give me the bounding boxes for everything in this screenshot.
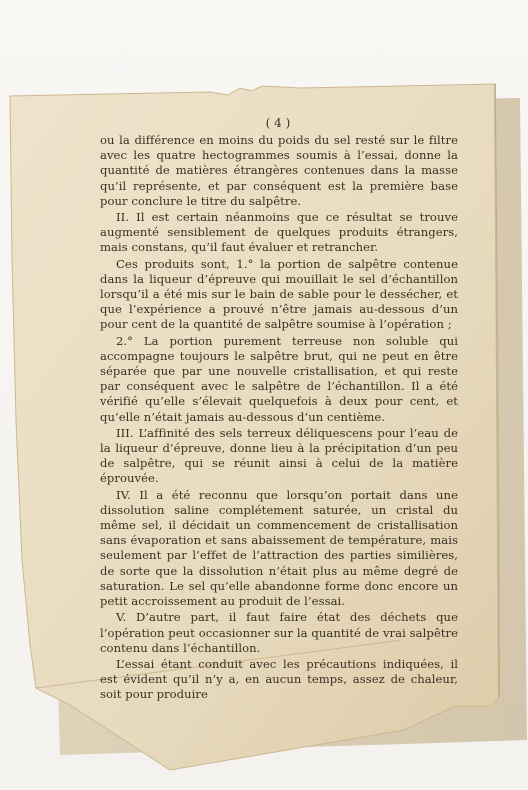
paragraph: III. L’affinité des sels terreux déliquescens pour l’eau de la liqueur d’épreuve, donne lieu à la précipitation d’un peu de salpêtre, qui se réunit ainsi à celui de la matière éprouvée.: [100, 425, 458, 486]
paragraph: IV. Il a été reconnu que lorsqu’on portait dans une dissolution saline complétement saturée, un cristal du même sel, il décidait un commencement de cristallisation sans évaporation et sans abaissement de température, mais seulement par l’effet de l’attraction des parties similières, de sorte que la dissolution n’était plus au même degré de saturation. Le sel qu’elle abandonne forme donc encore un petit accroissement au produit de l’essai.: [100, 487, 458, 609]
paragraph: V. D’autre part, il faut faire état des déchets que l’opération peut occasionner sur la quantité de vrai salpêtre contenu dans l’échantillon.: [100, 610, 458, 655]
page-number: ( 4 ): [265, 116, 291, 130]
paragraph: 2.° La portion purement terreuse non soluble qui accompagne toujours le salpêtre brut, qui ne peut en être séparée que par une nouvelle cristallisation, et qui reste par conséquent avec le salpêtre de l’échantillon. Il a été vérifié qu’elle s’élevait quelquefois à deux pour cent, et qu’elle n’était jamais au-dessous d’un centième.: [100, 333, 458, 424]
paragraph: L’essai étant conduit avec les précautions indiquées, il est évident qu’il n’y a, en aucun temps, assez de chaleur, soit pour produire: [100, 656, 458, 702]
paragraph: II. Il est certain néanmoins que ce résultat se trouve augmenté sensiblement de quelques produits étrangers, mais constans, qu’il faut évaluer et retrancher.: [100, 210, 458, 255]
page-text: [100, 118, 458, 704]
paragraph: Ces produits sont, 1.° la portion de salpêtre contenue dans la liqueur d’épreuve qui mouillait le sel d’échantillon lorsqu’il a été mis sur le bain de sable pour le dessécher, et que l’expérience a prouvé n’être jamais au-dessous d’un pour cent de la quantité de salpêtre soumise à l’opération ;: [100, 256, 458, 332]
paragraph: ou la différence en moins du poids du sel resté sur le filtre avec les quatre hectogrammes soumis à l’essai, donne la quantité de matières étrangères contenues dans la masse qu’il représente, et par conséquent est la première base pour conclure le titre du salpêtre.: [100, 133, 458, 208]
